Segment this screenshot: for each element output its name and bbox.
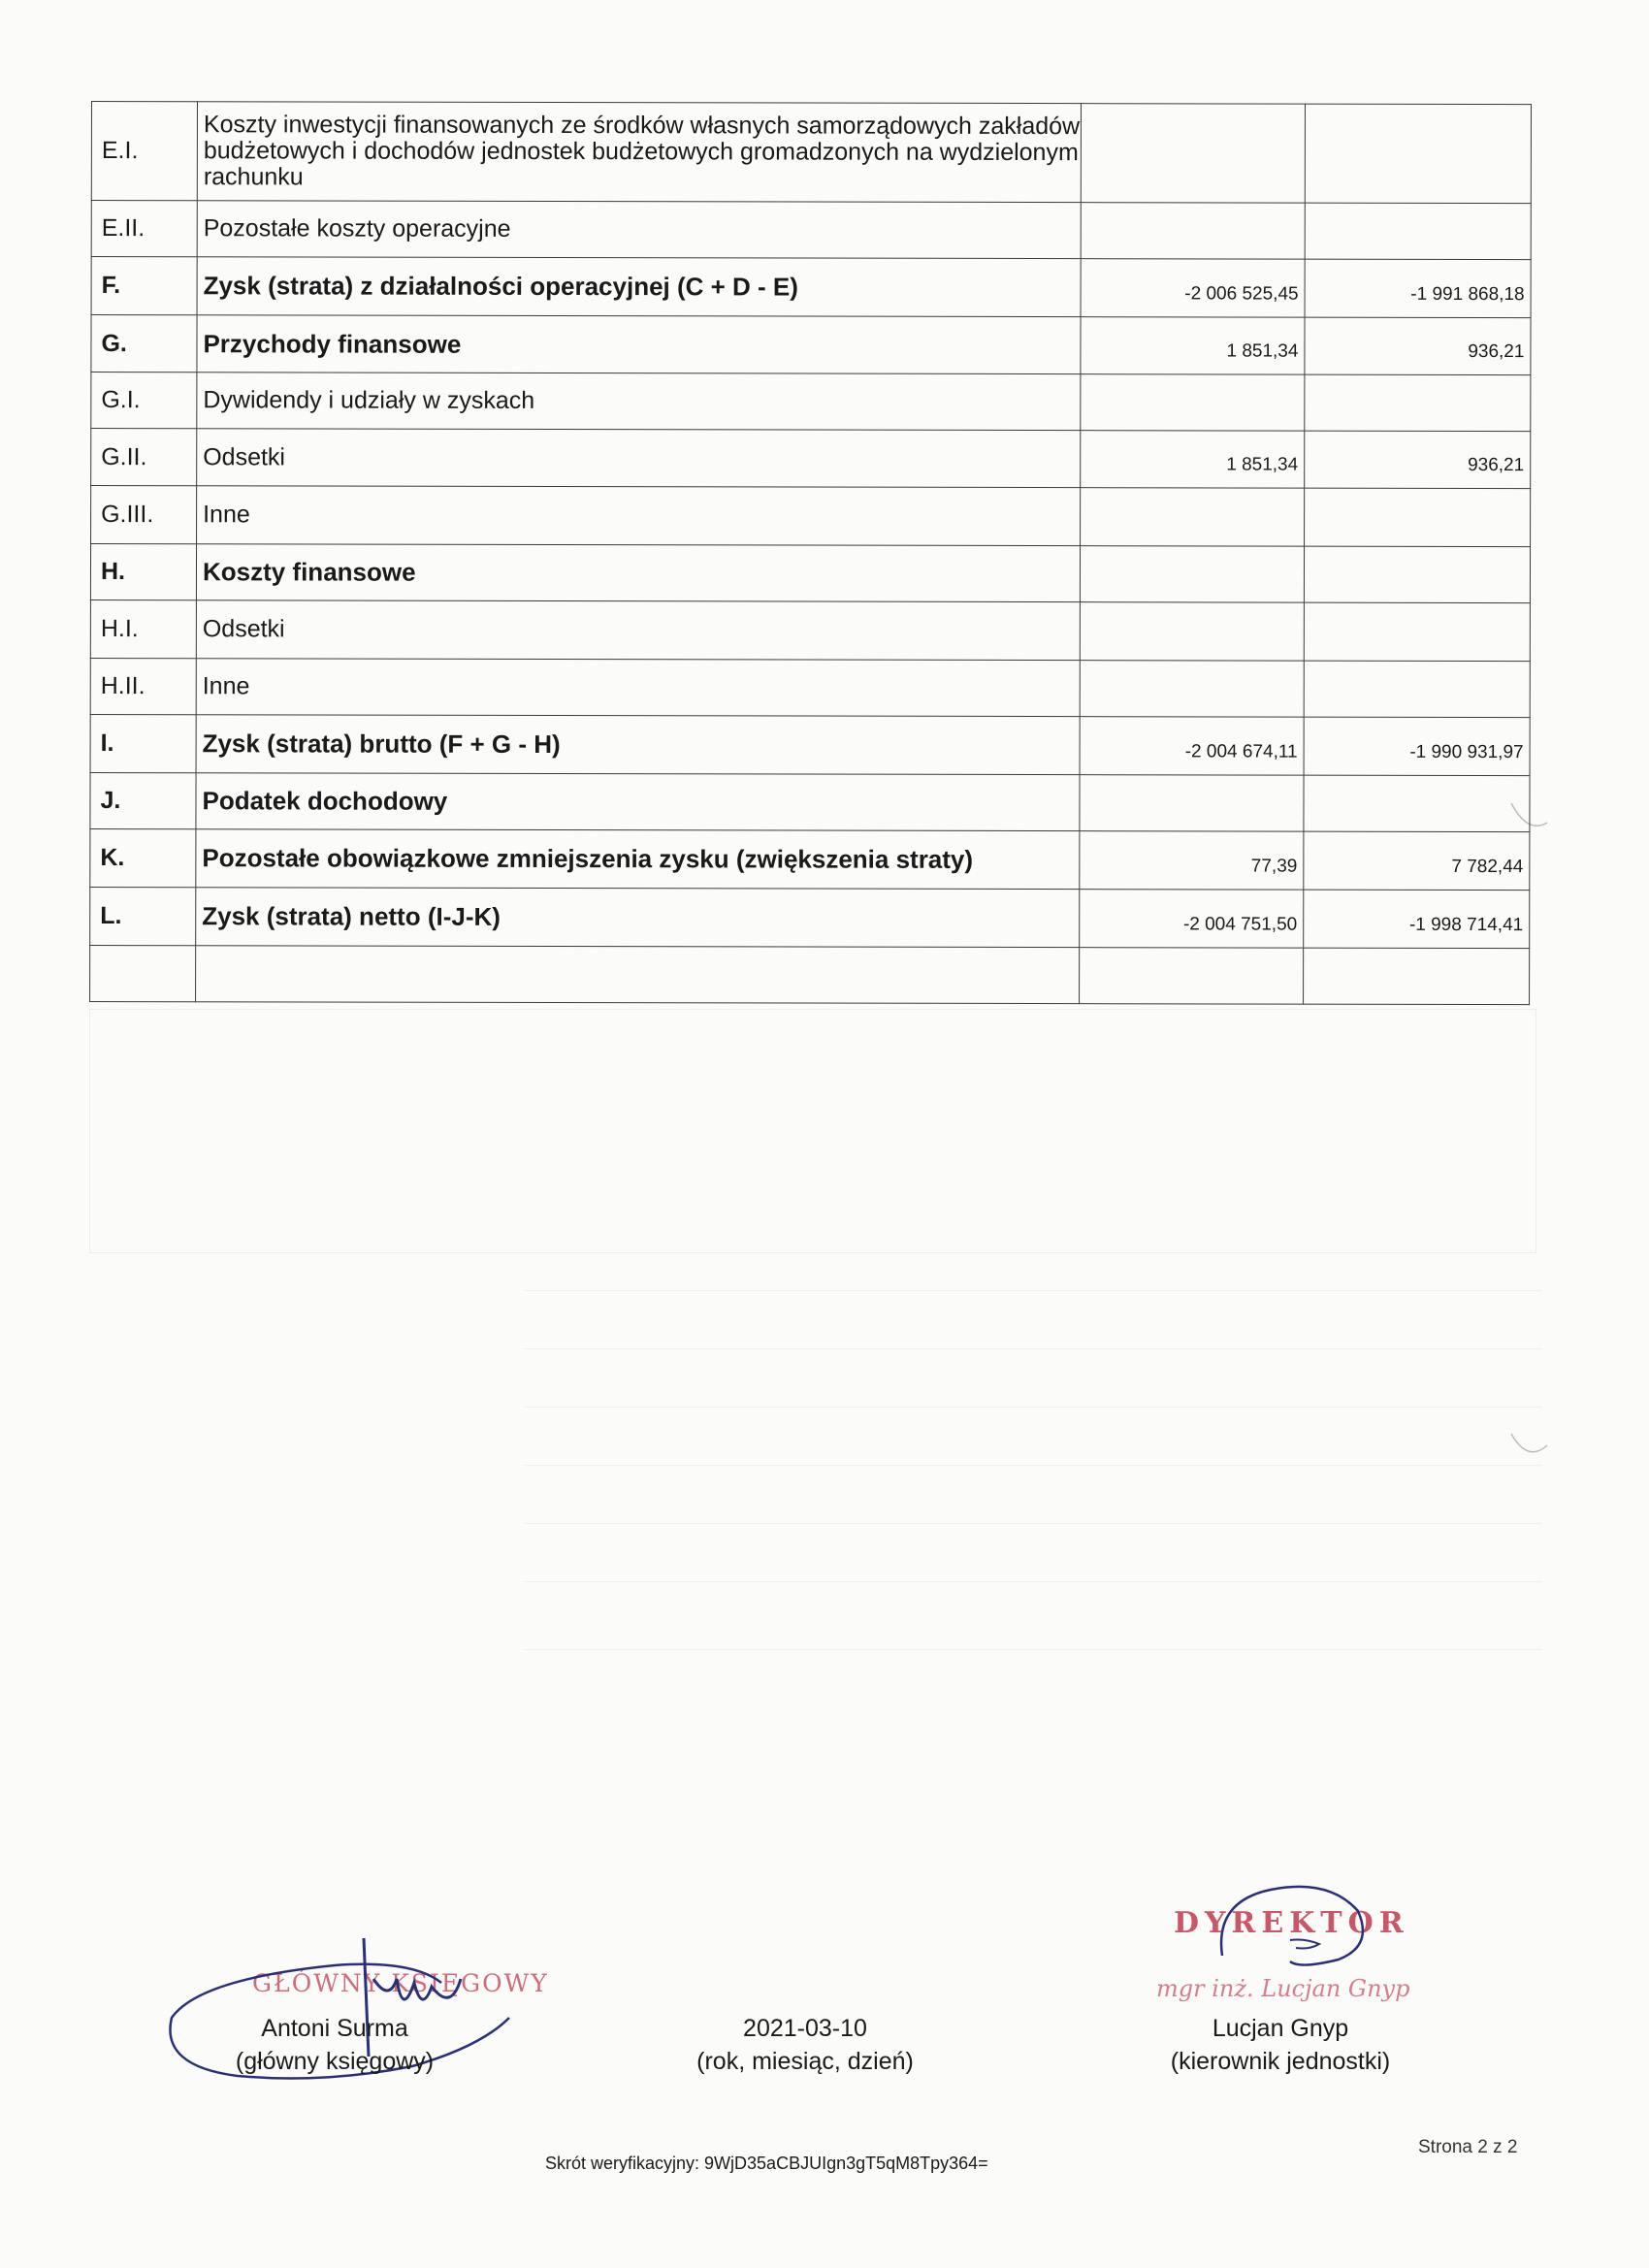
profit-loss-table — [89, 101, 1532, 1005]
row-label: Koszty finansowe — [196, 544, 1080, 602]
row-code: F. — [91, 257, 197, 315]
bleed-through-line — [524, 1465, 1542, 1466]
row-label: Odsetki — [196, 600, 1080, 661]
row-code: I. — [90, 714, 196, 772]
row-value-current-year — [1304, 661, 1530, 717]
page-number: Strona 2 z 2 — [1418, 2137, 1518, 2157]
row-code: G.III. — [91, 486, 197, 544]
row-value-current-year: 936,21 — [1305, 431, 1531, 488]
date-caption: (rok, miesiąc, dzień) — [696, 2048, 914, 2075]
bleed-through-line — [524, 1290, 1542, 1291]
row-label: Zysk (strata) z działalności operacyjnej (C + D - E) — [197, 257, 1081, 317]
table-row — [90, 945, 1530, 1004]
bleed-through-line — [524, 1581, 1542, 1582]
row-label: Przychody finansowe — [197, 315, 1081, 374]
table-row — [90, 772, 1530, 831]
row-value-previous-year: -2 004 751,50 — [1080, 890, 1304, 948]
row-value-previous-year: 1 851,34 — [1081, 431, 1305, 488]
row-value-current-year — [1305, 488, 1531, 546]
row-value-current-year — [1304, 546, 1530, 602]
row-label: Zysk (strata) brutto (F + G - H) — [196, 715, 1080, 775]
row-code: H.I. — [90, 599, 196, 658]
verification-code: Skrót weryfikacyjny: 9WjD35aCBJUIgn3gT5qM8Tpy364= — [545, 2154, 988, 2173]
row-value-previous-year: 77,39 — [1080, 831, 1304, 890]
table-row — [91, 486, 1531, 547]
row-value-current-year — [1304, 602, 1530, 661]
row-label: Pozostałe obowiązkowe zmniejszenia zysku (zwiększenia straty) — [196, 829, 1080, 890]
row-label: Podatek dochodowy — [196, 773, 1080, 831]
row-value-current-year — [1305, 104, 1531, 203]
bleed-through-line — [524, 1348, 1542, 1349]
table-row — [90, 599, 1530, 661]
head-role: (kierownik jednostki) — [1170, 2048, 1391, 2075]
row-value-previous-year — [1080, 948, 1304, 1004]
head-signature-block — [1145, 2012, 1416, 2078]
row-value-previous-year: -2 006 525,45 — [1081, 259, 1305, 317]
row-value-previous-year: 1 851,34 — [1081, 317, 1305, 374]
head-name: Lucjan Gnyp — [1212, 2015, 1349, 2042]
row-value-current-year: 936,21 — [1305, 317, 1531, 374]
row-label: Pozostałe koszty operacyjne — [197, 201, 1081, 259]
row-code: L. — [90, 887, 196, 945]
table-row — [91, 429, 1531, 489]
row-label — [196, 946, 1080, 1004]
accountant-signature-block — [204, 2012, 466, 2078]
accountant-stamp-text: GŁÓWNY KSIĘGOWY — [252, 1969, 549, 1997]
row-value-previous-year — [1080, 661, 1304, 717]
table-row — [90, 887, 1530, 948]
accountant-role: (główny księgowy) — [235, 2048, 435, 2075]
table-row — [91, 373, 1531, 432]
row-label: Zysk (strata) netto (I-J-K) — [196, 888, 1080, 948]
table-row — [91, 201, 1531, 260]
row-value-current-year: -1 998 714,41 — [1304, 890, 1530, 948]
accountant-name: Antoni Surma — [261, 2015, 408, 2042]
table-row — [91, 102, 1531, 204]
row-label: Koszty inwestycji finansowanych ze środków własnych samorządowych zakładów budżetowych i dochodów jednostek budżetowych gromadzonych na wydzielonym rachunku — [197, 102, 1081, 203]
row-value-current-year — [1305, 374, 1531, 431]
table-row — [91, 257, 1531, 318]
row-code: J. — [90, 772, 196, 828]
row-code: K. — [90, 828, 196, 887]
row-value-previous-year: -2 004 674,11 — [1080, 717, 1304, 775]
director-stamp-name: mgr inż. Lucjan Gnyp — [1156, 1975, 1410, 2002]
row-code — [90, 945, 196, 1001]
bleed-through-line — [524, 1649, 1542, 1650]
director-stamp-title: DYREKTOR — [1174, 1906, 1409, 1940]
report-date: 2021-03-10 — [743, 2015, 867, 2042]
row-value-previous-year — [1081, 104, 1305, 203]
bleed-through-line — [524, 1523, 1542, 1524]
row-label: Inne — [196, 659, 1080, 717]
row-value-previous-year — [1081, 374, 1305, 431]
row-code: G. — [91, 315, 197, 373]
table-row — [90, 714, 1530, 775]
bleed-through-line — [524, 1407, 1542, 1408]
row-value-previous-year — [1080, 602, 1304, 661]
row-code: E.I. — [91, 102, 197, 201]
bleed-through-grid — [89, 1009, 1536, 1253]
row-code: H. — [90, 544, 196, 600]
row-code: E.II. — [91, 201, 197, 257]
row-value-current-year — [1304, 948, 1530, 1004]
row-value-previous-year — [1081, 488, 1305, 546]
table-row — [91, 315, 1531, 375]
row-label: Odsetki — [197, 429, 1081, 488]
row-label: Inne — [197, 486, 1081, 546]
row-value-current-year: -1 990 931,97 — [1304, 717, 1530, 775]
row-value-current-year — [1305, 203, 1531, 259]
row-code: H.II. — [90, 658, 196, 714]
date-block — [660, 2012, 951, 2078]
punch-hole-bottom — [1504, 1416, 1552, 1465]
row-value-previous-year — [1080, 775, 1304, 831]
table-row — [90, 658, 1530, 717]
row-code: G.I. — [91, 373, 197, 429]
table-row — [90, 544, 1530, 603]
row-value-previous-year — [1081, 203, 1305, 259]
row-value-previous-year — [1080, 546, 1304, 602]
row-code: G.II. — [91, 429, 197, 486]
table-row — [90, 828, 1530, 890]
row-value-current-year: 7 782,44 — [1304, 831, 1530, 890]
row-value-current-year — [1304, 775, 1530, 831]
row-value-current-year: -1 991 868,18 — [1305, 259, 1531, 317]
row-label: Dywidendy i udziały w zyskach — [197, 373, 1081, 431]
